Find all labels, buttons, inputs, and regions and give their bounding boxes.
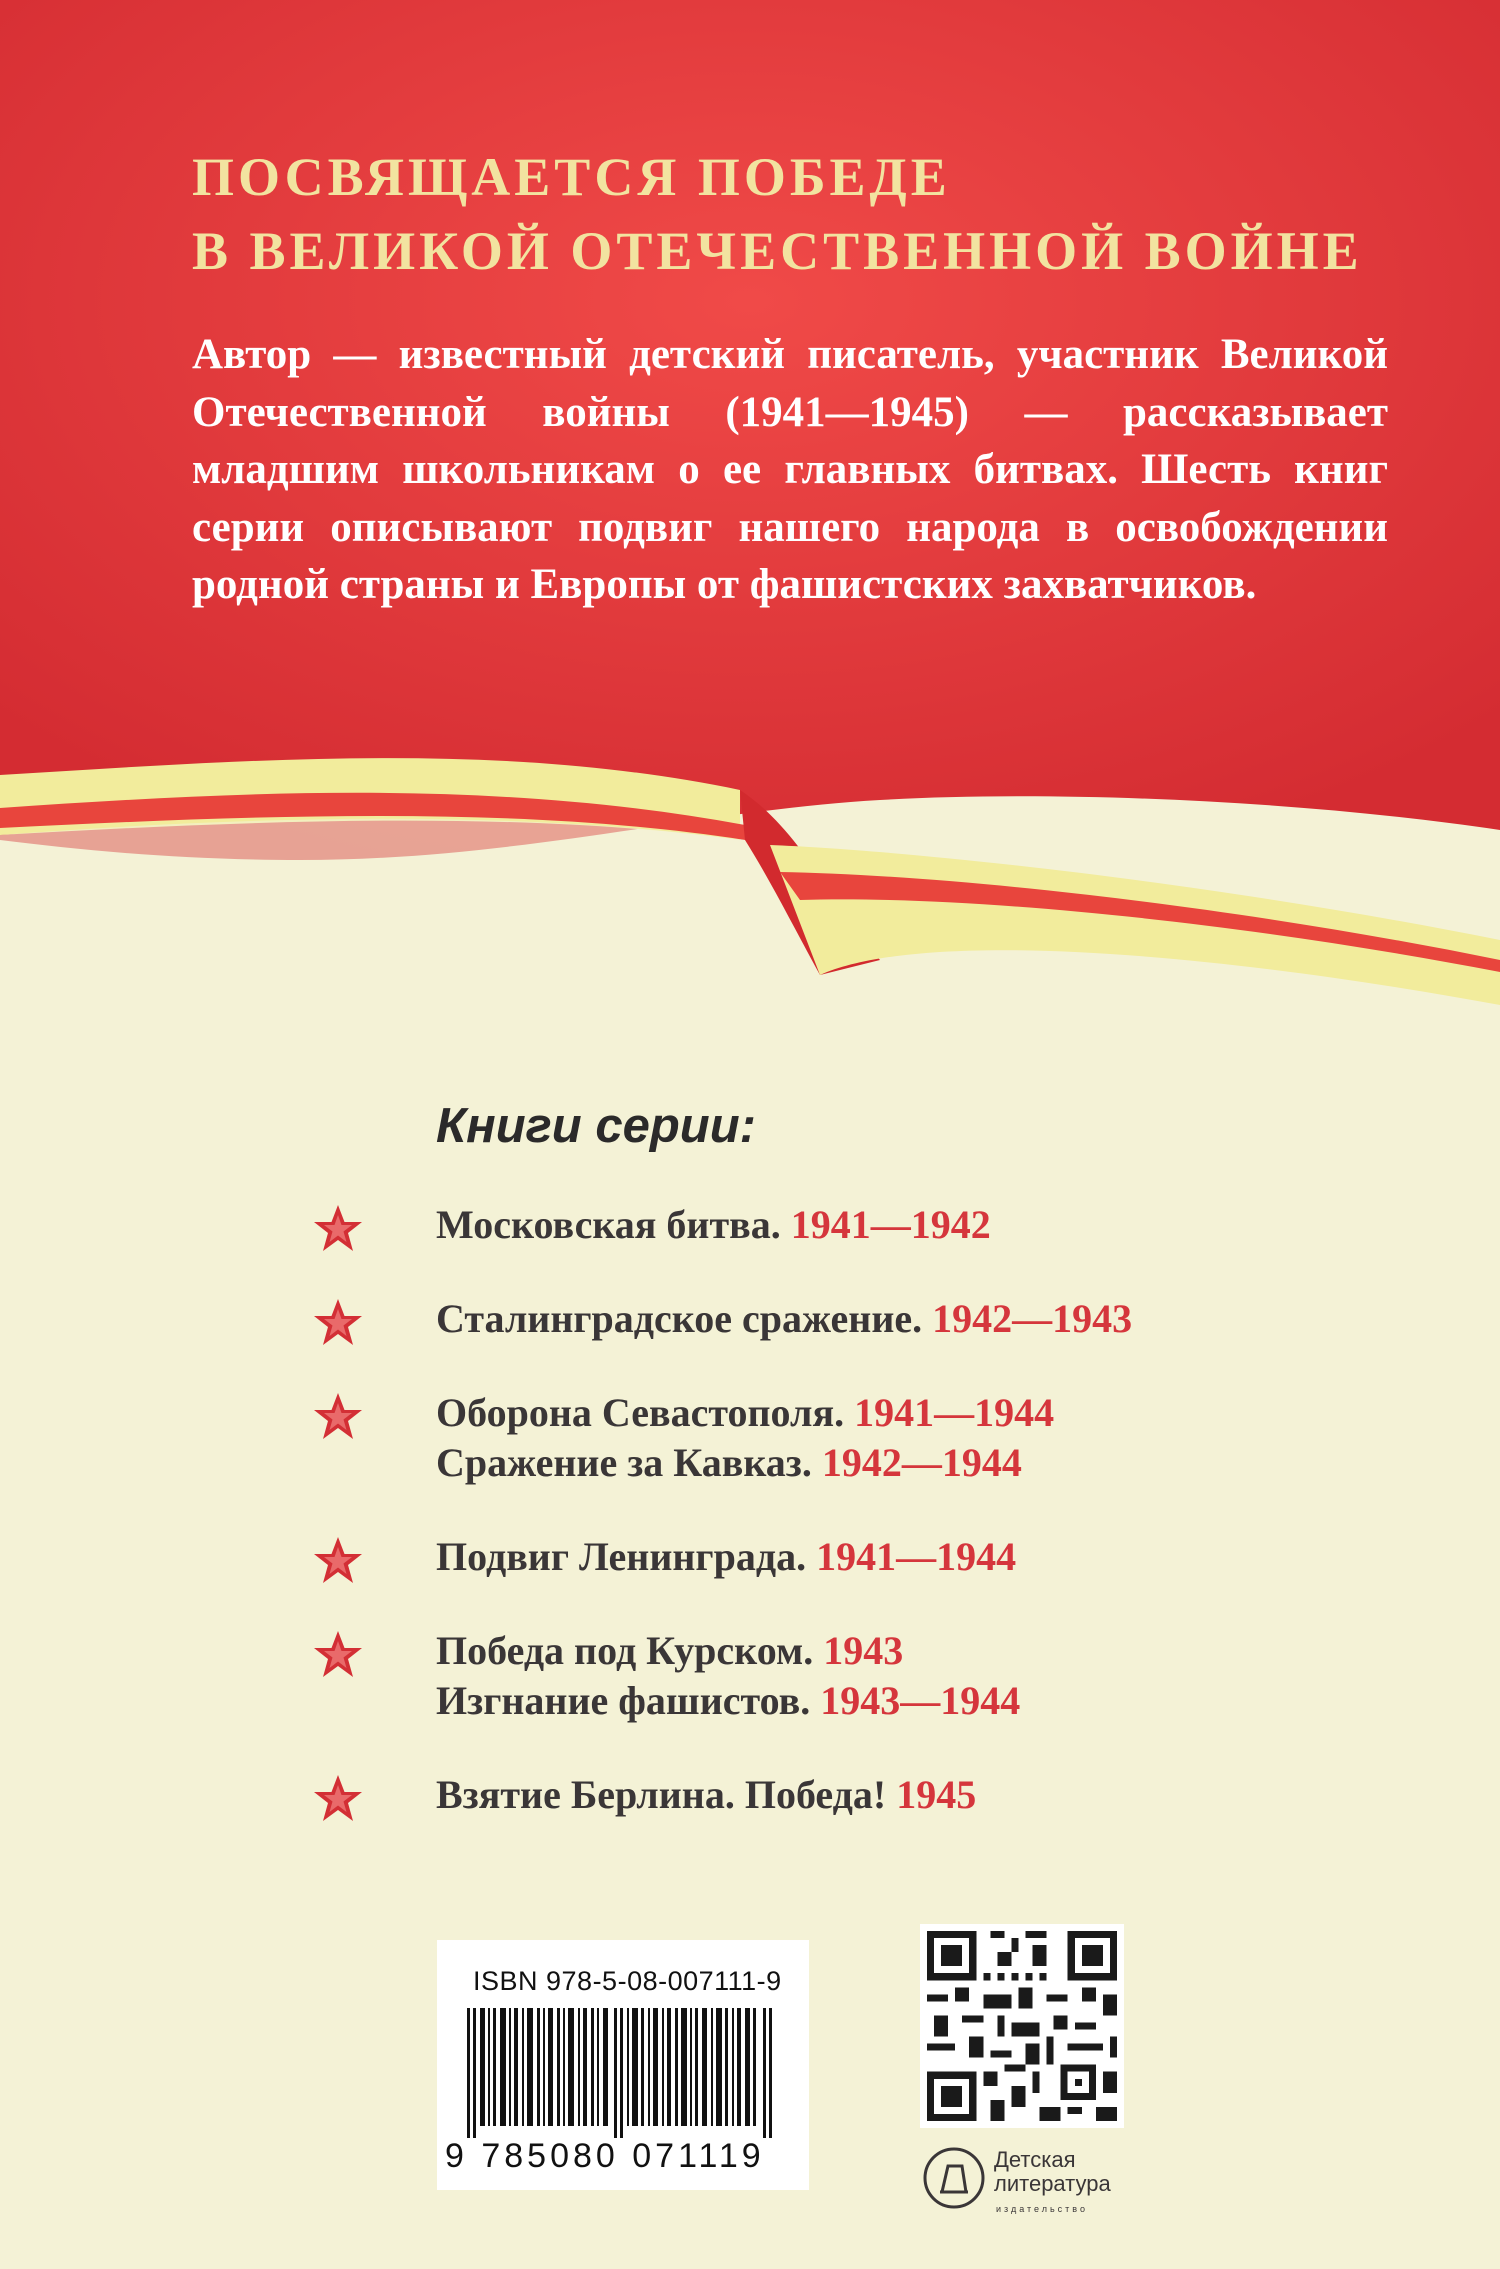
red-star-icon [310,1202,366,1258]
isbn-text: ISBN 978-5-08-007111-9 [473,1966,782,1996]
book-line [436,1770,1310,1820]
book-title: Подвиг Ленинграда. [436,1534,807,1579]
publisher-name-line1: Детская [994,2147,1076,2172]
book-title: Взятие Берлина. Победа! [436,1772,887,1817]
book-title: Московская битва. [436,1202,781,1247]
book-years: 1942—1944 [821,1440,1022,1485]
ean-number: 9 785080 071119 [445,2137,765,2175]
book-years: 1941—1944 [854,1390,1055,1435]
book-d-logo [922,2146,986,2210]
book-title: Победа под Курском. [436,1628,814,1673]
book-list [310,1200,1310,1864]
book-item [310,1294,1310,1344]
book-line [436,1532,1310,1582]
red-star-icon [310,1628,366,1684]
book-years: 1942—1943 [932,1296,1133,1341]
book-years: 1941—1944 [816,1534,1017,1579]
book-item [310,1532,1310,1582]
book-years: 1943 [823,1628,904,1673]
book-years: 1945 [896,1772,977,1817]
red-star-icon [310,1772,366,1828]
book-item [310,1626,1310,1726]
publisher-sub: издательство [996,2204,1088,2214]
book-line [436,1626,1310,1676]
publisher-name-line2: литература [994,2171,1111,2196]
book-title: Оборона Севастополя. [436,1390,845,1435]
book-title: Сталинградское сражение. [436,1296,923,1341]
book-line [436,1294,1310,1344]
book-years: 1941—1942 [790,1202,991,1247]
publisher-name [994,2148,1111,2196]
dedication-heading [192,140,1392,288]
barcode-icon [467,2008,773,2138]
book-item [310,1200,1310,1250]
qr-code-icon [920,1924,1124,2128]
heading-line-1: ПОСВЯЩАЕТСЯ ПОБЕДЕ [192,147,951,207]
book-item [310,1770,1310,1820]
book-title: Изгнание фашистов. [436,1678,811,1723]
book-title: Сражение за Кавказ. [436,1440,812,1485]
book-item [310,1388,1310,1488]
barcode-box [437,1940,809,2190]
book-line [436,1200,1310,1250]
book-years: 1943—1944 [820,1678,1021,1723]
red-star-icon [310,1390,366,1446]
series-title: Книги серии: [436,1099,756,1153]
heading-line-2: В ВЕЛИКОЙ ОТЕЧЕСТВЕННОЙ ВОЙНЕ [192,221,1363,281]
publisher-logo [922,2146,1142,2226]
red-star-icon [310,1296,366,1352]
red-star-icon [310,1534,366,1590]
book-line [436,1438,1310,1488]
book-line [436,1676,1310,1726]
book-line [436,1388,1310,1438]
book-description: Автор — известный детский писатель, участник Великой Отечественной войны (1941—1945) — рассказывает младшим школьникам о ее главных битвах. Шесть книг серии описывают подвиг нашего народа в освобождении родной страны и Европы от фашистских захватчиков. [192,331,1388,608]
